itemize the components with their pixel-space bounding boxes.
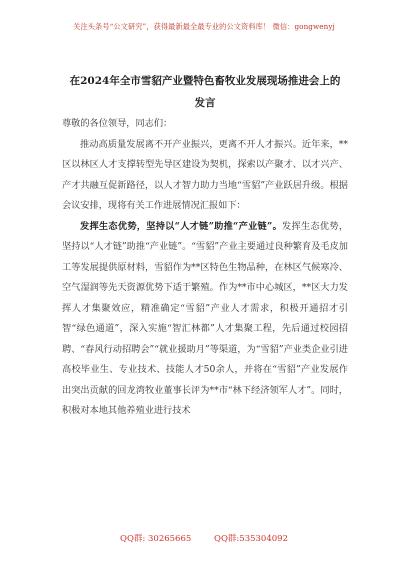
footer [0,532,408,544]
salutation: 尊敬的各位领导，同志们： [62,118,173,129]
paragraph-ecology [62,217,348,422]
document-body [62,114,348,422]
document-title [40,70,370,114]
paragraph-ecology-body: 发挥生态优势，坚持以“人才链”助推“产业链”。“雪貂”产业主要通过良种繁育及毛皮加工等发展提供原材料，雪貂作为**区特色生物品种，在林区气候寒冷、空气湿润等先天资源优势下适于繁殖。作为**市中心城区，**区大力发挥人才集聚效应，精准确定“雪貂”产业人才需求，积极开通招才引智“绿色通道”，深入实施“智汇林都”人才集聚工程，先后通过校园招聘、“春风行动招聘会”“就业援助月”等渠道，为“雪貂”产业类企业引进高校毕业生、专业技术、技能人才50余人，并将在“雪貂”产业发展作出突出贡献的回龙湾牧业董事长评为**市“林下经济领军人才”。同时，积极对本地其他养殖业进行技术 [62,220,349,416]
header-banner: 关注头条号“公文研究”，获得最新最全最专业的公文资料库！ 微信：gongwenyj [73,22,335,31]
footer-qq-group-1: QQ群: 30265665 [120,534,192,544]
footer-qq-group-2: QQ群:535304092 [214,534,288,544]
paragraph-ecology-heading: 发挥生态优势，坚持以“人才链”助推“产业链”。 [80,220,283,232]
title-line-1: 在2024年全市雪貂产业暨特色畜牧业发展现场推进会上的 [69,75,341,87]
paragraph-intro: 推动高质量发展离不开产业振兴，更离不开人才振兴。近年来，**区以林区人才支撑转型先导区建设为契机，探索以产聚才、以才兴产、产才共融互促新路径，以人才智力助力当地“雪貂”产业跃居升级。根据会议安排，现将有关工作进展情况汇报如下： [62,138,348,211]
title-line-2: 发言 [194,97,216,109]
